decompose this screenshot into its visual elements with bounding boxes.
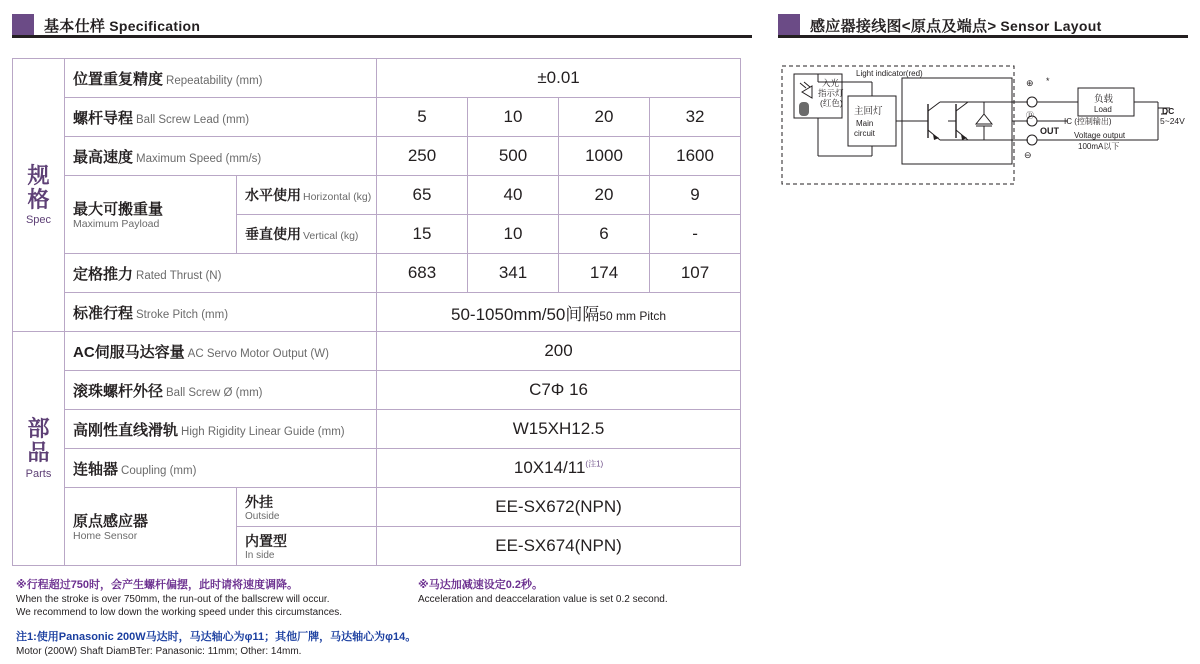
row-label-en: Ball Screw Ø (mm) — [166, 386, 263, 399]
spec-header-en: Specification — [109, 17, 201, 34]
row-label-maximum-speed — [65, 137, 377, 176]
accent-bar — [778, 14, 800, 36]
row-label-rated-thrust — [65, 254, 377, 293]
load-cn-label: 负载 — [1094, 94, 1114, 105]
row-value-servo-motor-output: 200 — [377, 332, 741, 371]
footnote-en-line1: Acceleration and deaccelaration value is set 0.2 second. — [418, 593, 668, 605]
row-label-cn: 标准行程 — [73, 304, 134, 322]
sub-label-cn: 外挂 — [245, 493, 273, 510]
dc-label: DC — [1162, 106, 1175, 116]
spec-header-cn: 基本仕样 — [44, 17, 106, 35]
voltage-output-label1: Voltage output — [1074, 131, 1126, 140]
sub-label-vertical — [237, 215, 377, 254]
cell-value: 500 — [468, 137, 559, 176]
cell-value: 40 — [468, 176, 559, 215]
side-label-spec-cn: 规格 — [27, 162, 50, 212]
row-label-en: Coupling (mm) — [121, 464, 197, 477]
coupling-value: 10X14/11 — [513, 458, 586, 477]
sensor-header-cn: 感应器接线图<原点及端点> — [810, 17, 997, 35]
header-rule — [12, 35, 752, 38]
cell-value: 6 — [559, 215, 650, 254]
footnote-stroke — [16, 578, 396, 620]
sub-label-horizontal — [237, 176, 377, 215]
row-label-cn: 连轴器 — [73, 460, 119, 478]
light-indicator-cn-label2: 指示灯 — [818, 88, 844, 98]
row-label-en: AC Servo Motor Output (W) — [187, 347, 329, 360]
cell-value: 1000 — [559, 137, 650, 176]
sub-label-cn: 内置型 — [245, 532, 287, 549]
row-label-ball-screw-diameter — [65, 371, 377, 410]
cell-value: 683 — [377, 254, 468, 293]
row-label-maximum-payload — [65, 176, 237, 254]
table-row — [13, 137, 741, 176]
sensor-header-en: Sensor Layout — [1000, 17, 1102, 34]
cell-value: 32 — [650, 98, 741, 137]
sub-label-inside — [237, 527, 377, 566]
side-label-parts — [13, 332, 65, 566]
footnote-cn: 注1:使用Panasonic 200W马达时，马达轴心为φ11；其他厂牌，马达轴心为φ14。 — [16, 631, 417, 643]
dc-range-label: 5~24V — [1160, 116, 1185, 126]
specification-table — [12, 58, 741, 566]
row-label-cn: 高刚性直线滑轨 — [73, 421, 179, 439]
footnote-cn: ※行程超过750时，会产生螺杆偏摆，此时请将速度调降。 — [16, 579, 299, 591]
sub-label-cn: 垂直使用 — [245, 226, 301, 242]
cell-value: - — [650, 215, 741, 254]
row-label-home-sensor — [65, 488, 237, 566]
footnote-acceleration — [418, 578, 748, 606]
cell-value: 5 — [377, 98, 468, 137]
row-value-linear-guide: W15XH12.5 — [377, 410, 741, 449]
footnote-motor-shaft — [16, 630, 536, 658]
voltage-output-label2: 100mA以下 — [1078, 142, 1120, 151]
light-indicator-cn-label3: (红色) — [820, 98, 843, 108]
row-label-ball-screw-lead — [65, 98, 377, 137]
sub-label-cn: 水平使用 — [245, 187, 301, 203]
main-circuit-cn-label: 主回灯 — [854, 106, 883, 117]
footnote-en-line1: Motor (200W) Shaft DiamBTer: Panasonic: 11mm; Other: 14mm. — [16, 645, 302, 657]
side-label-spec-en: Spec — [25, 214, 52, 227]
header-rule — [778, 35, 1188, 38]
coupling-footnote-ref: (注1) — [585, 459, 604, 469]
minus-terminal-label: ⊖ — [1024, 150, 1032, 160]
row-label-repeatability — [65, 59, 377, 98]
row-label-en: Maximum Payload — [73, 218, 160, 231]
table-row — [13, 332, 741, 371]
cell-value: EE-SX672(NPN) — [377, 488, 741, 527]
light-indicator-cn-label: 入光 — [822, 78, 840, 88]
sub-label-en: Vertical (kg) — [303, 230, 359, 242]
row-label-cn: AC伺服马达容量 — [73, 343, 185, 361]
row-label-cn: 原点感应器 — [73, 513, 149, 531]
cell-value: EE-SX674(NPN) — [377, 527, 741, 566]
cell-value: 250 — [377, 137, 468, 176]
sub-label-en: Horizontal (kg) — [303, 191, 372, 203]
cell-value: 9 — [650, 176, 741, 215]
out-label: OUT — [1040, 126, 1059, 136]
row-label-en: Stroke Pitch (mm) — [136, 308, 229, 321]
row-value-repeatability: ±0.01 — [377, 59, 741, 98]
cell-value: 107 — [650, 254, 741, 293]
cell-value: 20 — [559, 176, 650, 215]
main-circuit-en-label1: Main — [856, 119, 874, 128]
footnote-cn: ※马达加减速设定0.2秒。 — [418, 579, 543, 591]
spec-header-text — [44, 15, 200, 36]
row-label-en: Maximum Speed (mm/s) — [136, 152, 262, 165]
row-label-cn: 最高速度 — [73, 148, 134, 166]
spec-section-header — [12, 12, 752, 38]
row-label-en: Repeatability (mm) — [166, 74, 263, 87]
table-row — [13, 98, 741, 137]
side-label-parts-en: Parts — [25, 467, 52, 480]
row-label-linear-guide — [65, 410, 377, 449]
table-row — [13, 254, 741, 293]
table-row — [13, 293, 741, 332]
table-row — [13, 176, 741, 215]
side-label-spec — [13, 59, 65, 332]
row-label-cn: 定格推力 — [73, 265, 134, 283]
ic-label: IC (控制输出) — [1064, 117, 1112, 126]
d-terminal-label: Ⓓ — [1026, 111, 1034, 120]
cell-value: 10 — [468, 98, 559, 137]
row-label-cn: 位置重复精度 — [73, 70, 164, 88]
row-label-en: Rated Thrust (N) — [136, 269, 222, 282]
cell-value: 10 — [468, 215, 559, 254]
sensor-header-text — [810, 15, 1102, 36]
footnote-en-line1: When the stroke is over 750mm, the run-out of the ballscrew will occur. — [16, 593, 330, 605]
accent-bar — [12, 14, 34, 36]
row-label-cn: 最大可搬重量 — [73, 201, 164, 219]
sub-label-outside — [237, 488, 377, 527]
cell-value: 15 — [377, 215, 468, 254]
table-row — [13, 410, 741, 449]
row-value-ball-screw-diameter: C7Φ 16 — [377, 371, 741, 410]
table-row — [13, 371, 741, 410]
light-indicator-en-label: Light indicator(red) — [856, 69, 923, 78]
main-circuit-en-label2: circuit — [854, 129, 875, 138]
plus-terminal-label: ⊕ — [1026, 78, 1034, 88]
cell-value: 341 — [468, 254, 559, 293]
load-en-label: Load — [1094, 105, 1112, 114]
table-row — [13, 488, 741, 527]
star-label: * — [1046, 76, 1050, 86]
footnote-en-line2: We recommend to low down the working speed under this circumstances. — [16, 607, 343, 619]
cell-value: 20 — [559, 98, 650, 137]
row-value-stroke-pitch — [377, 293, 741, 332]
table-row — [13, 449, 741, 488]
cell-value: 1600 — [650, 137, 741, 176]
stroke-pitch-en: 50 mm Pitch — [599, 308, 667, 323]
row-label-servo-motor-output — [65, 332, 377, 371]
cell-value: 65 — [377, 176, 468, 215]
row-label-en: High Rigidity Linear Guide (mm) — [181, 425, 345, 438]
table-row — [13, 59, 741, 98]
row-label-cn: 螺杆导程 — [73, 109, 134, 127]
sensor-layout-diagram — [778, 56, 1190, 196]
row-label-stroke-pitch — [65, 293, 377, 332]
row-label-cn: 滚珠螺杆外径 — [73, 382, 164, 400]
cell-value: 174 — [559, 254, 650, 293]
sub-label-en: Outside — [245, 510, 280, 522]
row-value-coupling — [377, 449, 741, 488]
sensor-section-header — [778, 12, 1188, 38]
side-label-parts-cn: 部品 — [27, 416, 50, 465]
row-label-en: Home Sensor — [73, 530, 138, 543]
row-label-en: Ball Screw Lead (mm) — [136, 113, 250, 126]
row-label-coupling — [65, 449, 377, 488]
sub-label-en: In side — [245, 549, 275, 561]
stroke-pitch-cn: 50-1050mm/50间隔 — [451, 304, 600, 324]
